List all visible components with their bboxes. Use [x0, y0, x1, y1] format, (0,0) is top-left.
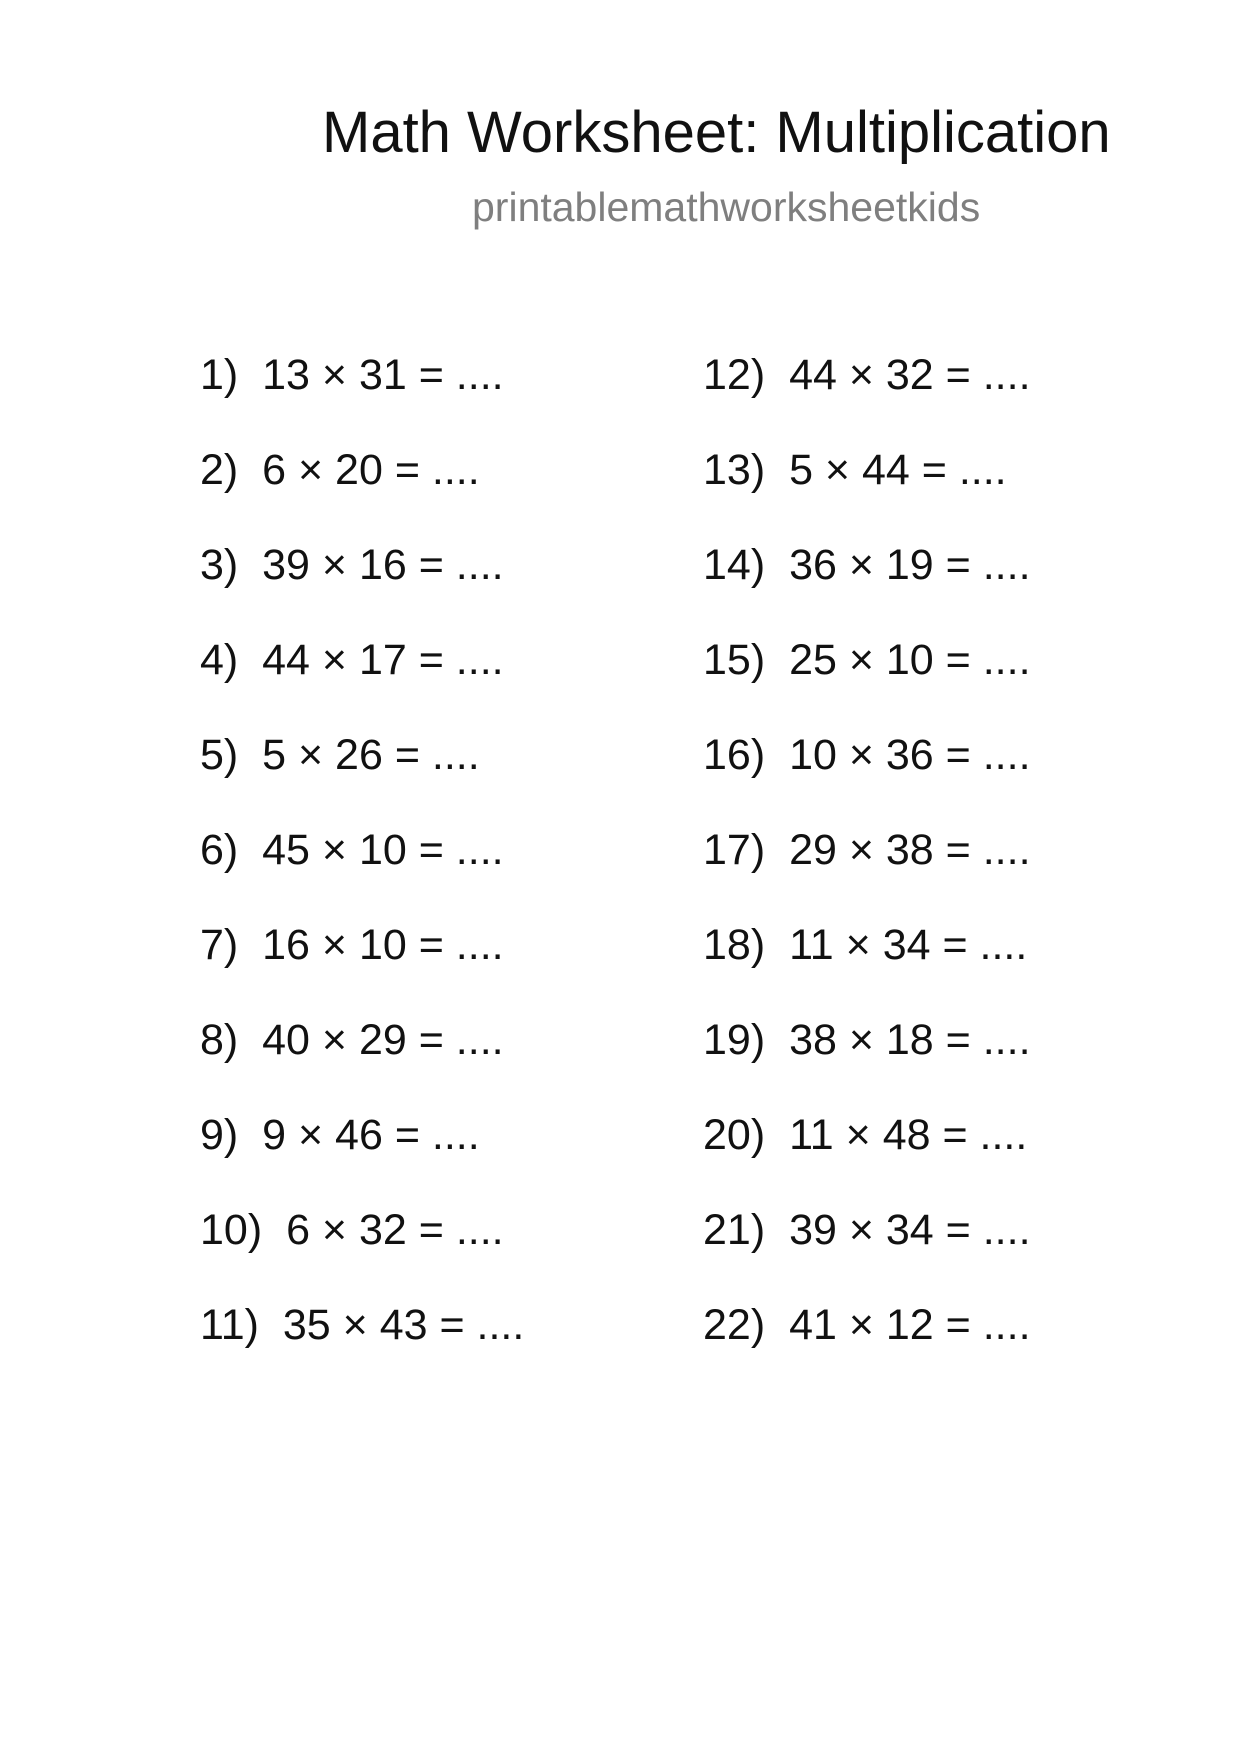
problem-item — [703, 919, 1031, 1014]
problem-number: 10) — [200, 1206, 263, 1254]
problem-expression: 9 × 46 = .... — [262, 1111, 480, 1159]
problem-item — [200, 444, 524, 539]
problem-number: 5) — [200, 731, 239, 779]
problem-number: 20) — [703, 1111, 766, 1159]
problem-item — [200, 1014, 524, 1109]
problem-expression: 44 × 17 = .... — [262, 636, 504, 684]
problem-expression: 6 × 20 = .... — [262, 446, 480, 494]
problem-item — [200, 539, 524, 634]
problem-item — [703, 1299, 1031, 1394]
problem-item — [703, 729, 1031, 824]
problem-item — [200, 1109, 524, 1204]
problem-item — [703, 1014, 1031, 1109]
problem-number: 17) — [703, 826, 766, 874]
problem-item — [703, 539, 1031, 634]
problem-number: 6) — [200, 826, 239, 874]
problem-number: 9) — [200, 1111, 239, 1159]
problem-expression: 35 × 43 = .... — [282, 1301, 525, 1349]
problem-item — [200, 919, 524, 1014]
problem-expression: 11 × 48 = .... — [789, 1111, 1028, 1159]
problem-item — [200, 1204, 524, 1299]
page-subtitle: printablemathworksheetkids — [472, 184, 981, 230]
problem-expression: 5 × 44 = .... — [789, 446, 1007, 494]
problem-expression: 10 × 36 = .... — [789, 731, 1031, 779]
problem-expression: 41 × 12 = .... — [789, 1301, 1031, 1349]
problem-item — [703, 1109, 1031, 1204]
problem-column-left — [200, 349, 524, 1394]
problem-expression: 44 × 32 = .... — [789, 351, 1031, 399]
problem-number: 3) — [200, 541, 239, 589]
problem-item — [200, 729, 524, 824]
problem-number: 7) — [200, 921, 239, 969]
problem-item — [703, 444, 1031, 539]
problem-number: 16) — [703, 731, 766, 779]
problem-number: 8) — [200, 1016, 239, 1064]
problem-number: 1) — [200, 351, 239, 399]
problem-item — [703, 349, 1031, 444]
problem-item — [200, 824, 524, 919]
problem-expression: 29 × 38 = .... — [789, 826, 1031, 874]
problem-number: 13) — [703, 446, 766, 494]
problem-expression: 40 × 29 = .... — [262, 1016, 504, 1064]
problem-expression: 16 × 10 = .... — [262, 921, 504, 969]
page-title: Math Worksheet: Multiplication — [322, 100, 1111, 165]
problem-item — [703, 1204, 1031, 1299]
problem-number: 11) — [200, 1301, 259, 1349]
problem-number: 4) — [200, 636, 239, 684]
problem-expression: 45 × 10 = .... — [262, 826, 504, 874]
problem-number: 18) — [703, 921, 766, 969]
problem-item — [703, 634, 1031, 729]
problem-expression: 13 × 31 = .... — [262, 351, 504, 399]
problem-number: 2) — [200, 446, 239, 494]
problem-item — [703, 824, 1031, 919]
problem-number: 19) — [703, 1016, 766, 1064]
problem-item — [200, 1299, 524, 1394]
problem-number: 14) — [703, 541, 766, 589]
problem-number: 21) — [703, 1206, 766, 1254]
problem-expression: 39 × 34 = .... — [789, 1206, 1031, 1254]
problem-expression: 38 × 18 = .... — [789, 1016, 1031, 1064]
problem-number: 12) — [703, 351, 766, 399]
problem-expression: 25 × 10 = .... — [789, 636, 1031, 684]
problem-item — [200, 349, 524, 444]
problem-number: 22) — [703, 1301, 766, 1349]
problem-item — [200, 634, 524, 729]
problem-expression: 36 × 19 = .... — [789, 541, 1031, 589]
problem-expression: 6 × 32 = .... — [286, 1206, 504, 1254]
problem-expression: 11 × 34 = .... — [789, 921, 1028, 969]
problem-column-right — [703, 349, 1031, 1394]
problem-expression: 5 × 26 = .... — [262, 731, 480, 779]
problem-expression: 39 × 16 = .... — [262, 541, 504, 589]
problem-number: 15) — [703, 636, 766, 684]
